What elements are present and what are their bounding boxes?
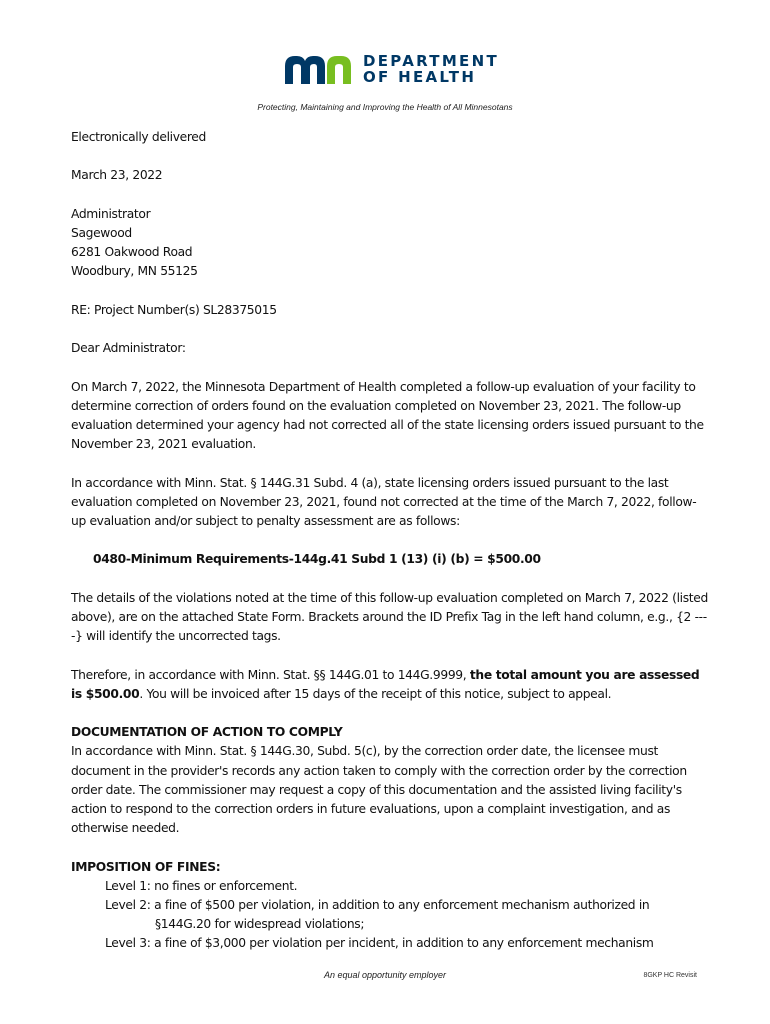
fines-heading: IMPOSITION OF FINES: (71, 859, 221, 874)
letter-body (71, 128, 711, 954)
logo-line-2: OF HEALTH (363, 68, 477, 86)
recipient-title: Administrator (71, 206, 151, 221)
footer-code: 8GKP HC Revisit (643, 972, 697, 979)
paragraph-2: In accordance with Minn. Stat. § 144G.31 Subd. 4 (a), state licensing orders issued pursuant to the last evaluation completed on November 23, 2021, found not corrected at the time of the March 7, 2022, follow-up evaluation and/or subject to penalty assessment are as follows: (71, 475, 697, 528)
logo-wordmark (363, 53, 499, 85)
fine-level-2-continued: §144G.20 for widespread violations; (155, 917, 365, 932)
paragraph-3: The details of the violations noted at the time of this follow-up evaluation completed on March 7, 2022 (listed above), are on the attached State Form. Brackets around the ID Prefix Tag in the left hand column, e.g., {2 ----} will identify the uncorrected tags. (71, 590, 708, 644)
paragraph-1: On March 7, 2022, the Minnesota Department of Health completed a follow-up evaluation of your facility to determine correction of orders found on the evaluation completed on November 23, 2021. The follow-up evaluation determined your agency had not corrected all of the state licensing orders issued pursuant to the November 23, 2021 evaluation. (71, 379, 704, 452)
penalty-line (71, 550, 711, 569)
fines-list (105, 877, 711, 954)
recipient-name: Sagewood (71, 225, 132, 240)
salutation: Dear Administrator: (71, 341, 186, 356)
footer-employer: An equal opportunity employer (323, 970, 447, 980)
documentation-section (71, 723, 711, 838)
delivery-method: Electronically delivered (71, 130, 206, 144)
assessed-amount: the total amount you are assessed is $500.00 (71, 667, 700, 701)
mdh-logo (285, 52, 499, 88)
re-line: RE: Project Number(s) SL28375015 (71, 302, 277, 317)
letter-date: March 23, 2022 (71, 168, 163, 183)
recipient-address (71, 205, 711, 282)
fines-section (71, 858, 711, 954)
recipient-city: Woodbury, MN 55125 (71, 264, 198, 279)
fine-level-2: Level 2: a fine of $500 per violation, in addition to any enforcement mechanism authorized in (105, 897, 650, 912)
paragraph-4 (71, 666, 711, 704)
fine-level-1: Level 1: no fines or enforcement. (105, 878, 298, 893)
recipient-street: 6281 Oakwood Road (71, 245, 193, 260)
mn-logo-icon (285, 54, 355, 84)
documentation-heading: DOCUMENTATION OF ACTION TO COMPLY (71, 725, 343, 740)
penalty-text: 0480-Minimum Requirements-144g.41 Subd 1 (13) (i) (b) = $500.00 (93, 552, 541, 567)
tagline: Protecting, Maintaining and Improving the Health of All Minnesotans (257, 102, 513, 112)
documentation-text: In accordance with Minn. Stat. § 144G.30, Subd. 5(c), by the correction order date, the licensee must document in the provider's records any action taken to comply with the correction order by the correction order date. The commissioner may request a copy of this documentation and the assisted living facility's action to respond to the correction orders in future evaluations, upon a complaint investigation, and as otherwise needed. (71, 744, 687, 836)
fine-level-3: Level 3: a fine of $3,000 per violation per incident, in addition to any enforcement mechanism (105, 936, 654, 951)
paragraph-4-start: Therefore, in accordance with Minn. Stat. §§ 144G.01 to 144G.9999, (71, 667, 470, 682)
logo-line-1: DEPARTMENT (363, 52, 499, 70)
paragraph-4-end: . You will be invoiced after 15 days of the receipt of this notice, subject to appeal. (139, 686, 612, 701)
